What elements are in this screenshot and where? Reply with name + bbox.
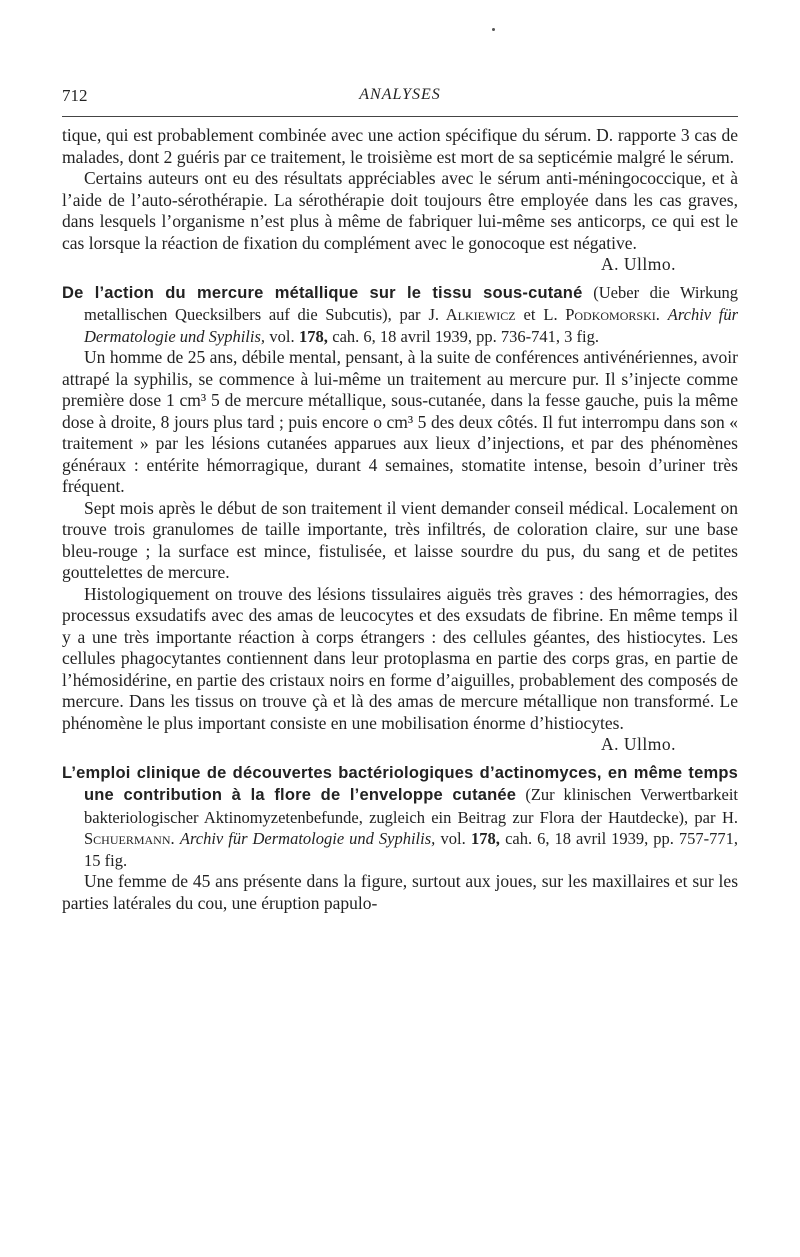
article-1-journal: Archiv für Dermatologie und Syphilis, — [84, 305, 739, 346]
article-1-paragraph-3: Histologiquement on trouve des lésions tissulaires aiguës très graves : des hémorragies, des processus exsudatifs avec des amas de leucocytes et des exsudats de fibrine. En même temps il y a une très importante réaction à corps étrangers : des cellules géantes, des histiocytes. Les cellules phagocytantes contiennent dans leur protoplasma en partie des corps gras, en partie de l’hémosidérine, en partie des cristaux noirs en forme d’aiguilles, probablement des composés de mercure. Dans les tissus on trouve çà et là des amas de mercure métallique non transformé. Le phénomène le plus important consiste en une mobilisation énorme d’histiocytes. — [62, 583, 738, 733]
header-rule — [62, 116, 738, 117]
page-header — [62, 86, 738, 110]
article-1-author-2: L. Podkomorski. — [543, 305, 660, 324]
article-2-author: H. Schuermann. — [84, 807, 738, 848]
article-1-paragraph-2: Sept mois après le début de son traitement il vient demander conseil médical. Localement on trouve trois granulomes de taille importante, très infiltrés, de coloration claire, sur une base bleu-rouge ; la surface est mince, fistulisée, et laisse sourdre du pus, du sang et de petites gouttelettes de mercure. — [62, 497, 738, 582]
article-2-heading — [62, 762, 738, 872]
article-1-original-title: (Ueber die Wirkung metallischen Quecksilbers auf die Subcutis), par — [84, 282, 738, 324]
article-1-author-1: J. Alkiewicz — [428, 305, 516, 324]
article-2-vol-prefix: vol. — [440, 829, 466, 848]
intro-signature: A. Ullmo. — [601, 254, 676, 274]
running-title: ANALYSES — [359, 86, 441, 103]
article-2-volume: 178, — [470, 829, 500, 848]
article-1-volume: 178, — [299, 326, 328, 346]
article-2-paragraph-1: Une femme de 45 ans présente dans la figure, surtout aux joues, sur les maxillaires et sur les parties latérales du cou, une éruption papulo- — [62, 871, 738, 913]
article-2-issue: cah. 6, 18 avril 1939, pp. 757-771, 15 fig. — [84, 829, 739, 870]
intro-paragraph-1: tique, qui est probablement combinée avec une action spécifique du sérum. D. rapporte 3 cas de malades, dont 2 guéris par ce traitement, le troisième est mort de sa septicémie malgré le sérum. — [62, 125, 738, 167]
intro-paragraph-2: Certains auteurs ont eu des résultats appréciables avec le sérum anti-méningococcique, et à l’aide de l’auto-sérothérapie. La sérothérapie doit toujours être employée dans les cas graves, dans lesquels l’organisme n’est plus à même de fabriquer lui-même ses anticorps, ce qui est le cas lorsque la réaction de fixation du complément avec le gonocoque est négative. — [62, 168, 738, 253]
article-1-issue: cah. 6, 18 avril 1939, pp. 736-741, 3 fig. — [332, 326, 599, 346]
article-2-journal: Archiv für Dermatologie und Syphilis, — [179, 829, 436, 848]
page-body — [62, 125, 738, 914]
speck-mark — [492, 28, 495, 31]
article-2-title: L’emploi clinique de découvertes bactériologiques d’actinomyces, en même temps une contribution à la flore de l’enveloppe cutanée — [62, 763, 738, 804]
article-1-heading — [62, 282, 738, 348]
article-2-original-title: (Zur klinischen Verwertbarkeit bakteriologischer Aktinomyzetenbefunde, zugleich ein Beitrag zur Flora der Hautdecke), par — [84, 785, 739, 827]
article-1-paragraph-1: Un homme de 25 ans, débile mental, pensant, à la suite de conférences antivénériennes, avoir attrapé la syphilis, se commence à lui-même un traitement au mercure pur. Il s’injecte comme première dose 1 cm³ 5 de mercure métallique, sous-cutanée, dans la fesse gauche, puis la même dose à droite, 8 jours plus tard ; puis encore o cm³ 5 des deux côtés. Il fut interrompu dans son « traitement » par les lésions cutanées apparues aux lieux d’injections, et par des phénomènes généraux : entérite hémorragique, durant 4 semaines, stomatite intense, besoin d’uriner très fréquent. — [62, 347, 738, 496]
page-number: 712 — [62, 86, 88, 105]
article-1-and: et — [523, 305, 536, 324]
article-1-title: De l’action du mercure métallique sur le tissu sous-cutané — [62, 283, 583, 302]
article-1-signature: A. Ullmo. — [601, 734, 676, 754]
article-1-vol-prefix: vol. — [269, 326, 295, 346]
